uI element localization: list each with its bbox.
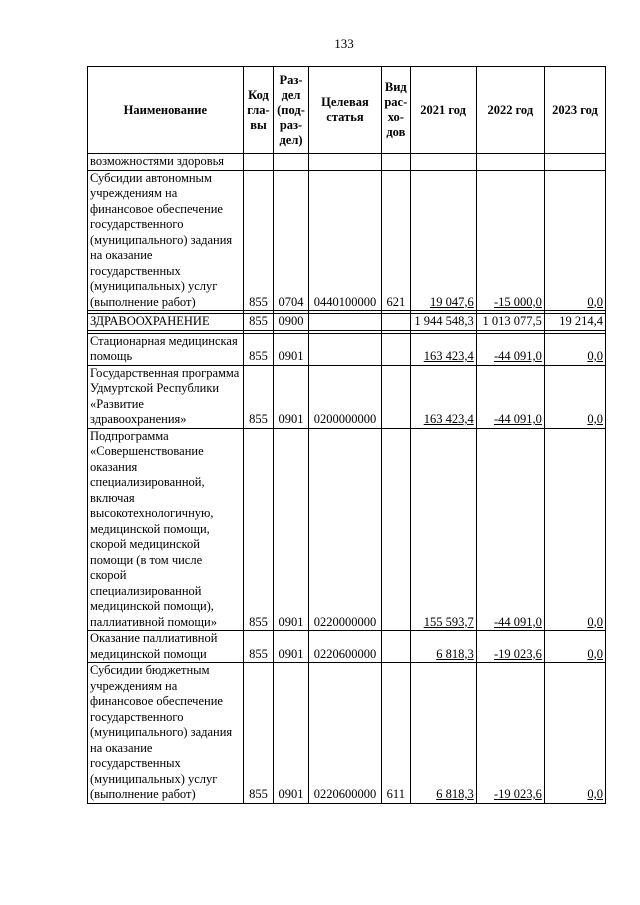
row-expense-type <box>382 365 410 428</box>
row-name: Оказание паллиативной медицинской помощи <box>88 631 244 663</box>
row-section: 0901 <box>274 631 309 663</box>
header-name: Наименование <box>88 67 244 154</box>
row-target: 0200000000 <box>308 365 381 428</box>
row-2021: 163 423,4 <box>410 365 476 428</box>
row-section: 0900 <box>274 314 309 331</box>
row-expense-type: 611 <box>382 663 410 804</box>
row-name: возможностями здоровья <box>88 154 244 171</box>
row-target: 0220000000 <box>308 428 381 631</box>
row-section: 0901 <box>274 333 309 365</box>
row-chapter: 855 <box>243 170 274 311</box>
row-2021: 163 423,4 <box>410 333 476 365</box>
row-chapter: 855 <box>243 333 274 365</box>
row-name: Субсидии бюджетным учреждениям на финансовое обеспечение государственного (муниципального) задания на оказание государственных (муниципальных) услуг (выполнение работ) <box>88 663 244 804</box>
table-row <box>88 631 606 663</box>
row-expense-type: 621 <box>382 170 410 311</box>
row-chapter: 855 <box>243 663 274 804</box>
row-expense-type <box>382 428 410 631</box>
row-target: 0220600000 <box>308 663 381 804</box>
row-section <box>274 154 309 171</box>
row-2021: 6 818,3 <box>410 663 476 804</box>
row-section: 0901 <box>274 663 309 804</box>
row-2022: -19 023,6 <box>476 663 544 804</box>
row-name: Стационарная медицинская помощь <box>88 333 244 365</box>
row-expense-type <box>382 631 410 663</box>
header-2021: 2021 год <box>410 67 476 154</box>
row-name: Субсидии автономным учреждениям на финансовое обеспечение государственного (муниципального) задания на оказание государственных (муниципальных) услуг (выполнение работ) <box>88 170 244 311</box>
table-row <box>88 154 606 171</box>
table-row <box>88 428 606 631</box>
row-2022: 1 013 077,5 <box>476 314 544 331</box>
row-chapter <box>243 154 274 171</box>
table-row <box>88 314 606 331</box>
header-expense-type: Вид рас- хо- дов <box>382 67 410 154</box>
row-2022: -44 091,0 <box>476 428 544 631</box>
page-number: 133 <box>334 36 354 51</box>
row-2021: 155 593,7 <box>410 428 476 631</box>
row-2022 <box>476 154 544 171</box>
row-name: Подпрограмма «Совершенствование оказания специализированной, включая высокотехнологичную, медицинской помощи, скорой медицинской помощи (в том числе скорой специализированной медицинской помощи), паллиативной помощи» <box>88 428 244 631</box>
row-section: 0901 <box>274 428 309 631</box>
row-chapter: 855 <box>243 631 274 663</box>
table-row <box>88 170 606 311</box>
row-section: 0704 <box>274 170 309 311</box>
row-2022: -19 023,6 <box>476 631 544 663</box>
row-expense-type <box>382 154 410 171</box>
row-target <box>308 314 381 331</box>
row-target <box>308 154 381 171</box>
row-name: Государственная программа Удмуртской Республики «Развитие здравоохранения» <box>88 365 244 428</box>
row-2021: 1 944 548,3 <box>410 314 476 331</box>
header-chapter: Код гла- вы <box>243 67 274 154</box>
row-2022: -44 091,0 <box>476 333 544 365</box>
table-row <box>88 663 606 804</box>
row-2023 <box>544 154 605 171</box>
row-chapter: 855 <box>243 314 274 331</box>
row-section: 0901 <box>274 365 309 428</box>
row-2023: 0,0 <box>544 170 605 311</box>
row-expense-type <box>382 333 410 365</box>
row-2021: 6 818,3 <box>410 631 476 663</box>
row-expense-type <box>382 314 410 331</box>
header-row <box>88 67 606 154</box>
row-target: 0220600000 <box>308 631 381 663</box>
row-target: 0440100000 <box>308 170 381 311</box>
row-2023: 19 214,4 <box>544 314 605 331</box>
row-2021 <box>410 154 476 171</box>
budget-table <box>87 66 606 804</box>
table-row <box>88 333 606 365</box>
row-2023: 0,0 <box>544 428 605 631</box>
header-target: Целевая статья <box>308 67 381 154</box>
row-name: ЗДРАВООХРАНЕНИЕ <box>88 314 244 331</box>
header-section: Раз- дел (под- раз- дел) <box>274 67 309 154</box>
row-chapter: 855 <box>243 428 274 631</box>
row-2023: 0,0 <box>544 365 605 428</box>
row-2022: -44 091,0 <box>476 365 544 428</box>
row-2023: 0,0 <box>544 631 605 663</box>
row-2023: 0,0 <box>544 663 605 804</box>
header-2023: 2023 год <box>544 67 605 154</box>
header-2022: 2022 год <box>476 67 544 154</box>
row-2023: 0,0 <box>544 333 605 365</box>
row-chapter: 855 <box>243 365 274 428</box>
row-2022: -15 000,0 <box>476 170 544 311</box>
row-2021: 19 047,6 <box>410 170 476 311</box>
row-target <box>308 333 381 365</box>
table-row <box>88 365 606 428</box>
